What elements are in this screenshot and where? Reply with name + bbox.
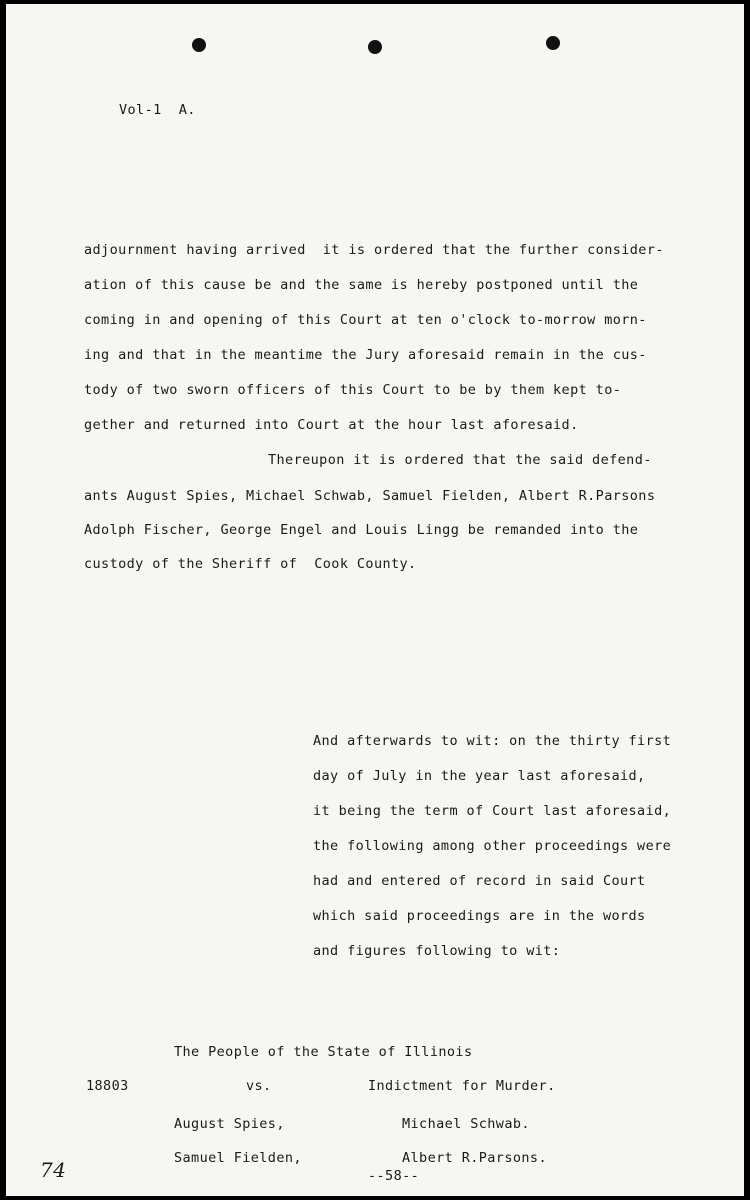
text-line: tody of two sworn officers of this Court to be by them kept to- <box>84 382 622 398</box>
document-page <box>6 4 744 1196</box>
text-line: And afterwards to wit: on the thirty first <box>313 733 672 749</box>
defendant-name: Albert R.Parsons. <box>402 1150 547 1166</box>
indictment-label: Indictment for Murder. <box>368 1078 556 1094</box>
defendant-name: August Spies, <box>174 1116 285 1132</box>
caption-title: The People of the State of Illinois <box>174 1044 473 1060</box>
text-line: day of July in the year last aforesaid, <box>313 768 646 784</box>
page-number: --58-- <box>368 1168 420 1184</box>
volume-label: Vol-1 A. <box>119 102 196 118</box>
text-line: Adolph Fischer, George Engel and Louis Lingg be remanded into the <box>84 522 639 538</box>
text-line: gether and returned into Court at the hour last aforesaid. <box>84 417 579 433</box>
text-line: Thereupon it is ordered that the said defend- <box>268 452 652 468</box>
text-line: which said proceedings are in the words <box>313 908 646 924</box>
punch-hole-left <box>192 38 206 52</box>
text-line: ation of this cause be and the same is hereby postponed until the <box>84 277 639 293</box>
text-line: had and entered of record in said Court <box>313 873 646 889</box>
text-line: custody of the Sheriff of Cook County. <box>84 556 417 572</box>
text-line: coming in and opening of this Court at ten o'clock to-morrow morn- <box>84 312 647 328</box>
handwritten-page-number: 74 <box>40 1158 67 1182</box>
text-line: the following among other proceedings were <box>313 838 672 854</box>
case-number: 18803 <box>86 1078 129 1094</box>
text-line: and figures following to wit: <box>313 943 561 959</box>
text-line: it being the term of Court last aforesaid, <box>313 803 672 819</box>
defendant-name: Michael Schwab. <box>402 1116 530 1132</box>
versus-label: vs. <box>246 1078 272 1094</box>
defendant-name: Samuel Fielden, <box>174 1150 302 1166</box>
text-line: adjournment having arrived it is ordered that the further consider- <box>84 242 664 258</box>
text-line: ants August Spies, Michael Schwab, Samuel Fielden, Albert R.Parsons <box>84 488 656 504</box>
punch-hole-right <box>546 36 560 50</box>
punch-hole-center <box>368 40 382 54</box>
text-line: ing and that in the meantime the Jury aforesaid remain in the cus- <box>84 347 647 363</box>
